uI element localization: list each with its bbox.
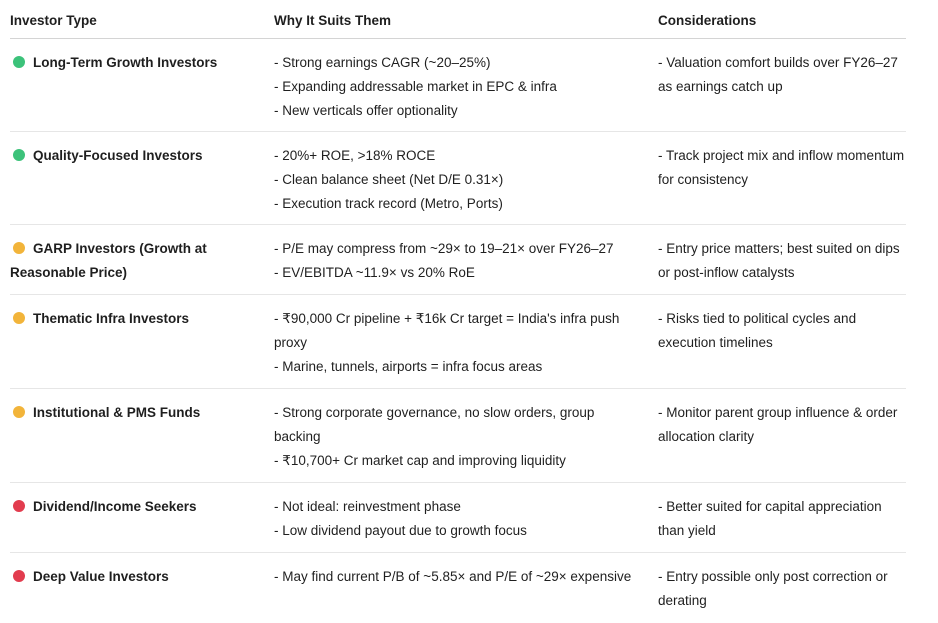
table-row <box>10 225 906 295</box>
table-row <box>10 389 906 483</box>
table-header <box>10 0 906 39</box>
why-bullet: - Expanding addressable market in EPC & infra <box>274 79 557 94</box>
status-dot-icon <box>13 570 25 582</box>
why-bullet: - 20%+ ROE, >18% ROCE <box>274 148 436 163</box>
considerations-cell: - Valuation comfort builds over FY26–27 as earnings catch up <box>658 55 898 94</box>
investor-type-label: Deep Value Investors <box>33 569 169 584</box>
why-bullet: - Strong earnings CAGR (~20–25%) <box>274 55 491 70</box>
considerations-cell: - Monitor parent group influence & order allocation clarity <box>658 405 898 444</box>
why-cell <box>274 237 644 285</box>
status-dot-icon <box>13 56 25 68</box>
investor-type-label: Institutional & PMS Funds <box>33 405 201 420</box>
status-dot-icon <box>13 406 25 418</box>
table-row <box>10 132 906 225</box>
table-row <box>10 483 906 553</box>
investor-type-cell <box>10 307 260 331</box>
why-cell <box>274 51 644 123</box>
why-cell <box>274 401 644 473</box>
header-considerations: Considerations <box>658 13 757 28</box>
status-dot-icon <box>13 242 25 254</box>
why-bullet: - Clean balance sheet (Net D/E 0.31×) <box>274 172 504 187</box>
status-dot-icon <box>13 500 25 512</box>
why-bullet: - ₹10,700+ Cr market cap and improving liquidity <box>274 453 566 468</box>
considerations-cell: - Risks tied to political cycles and execution timelines <box>658 311 857 350</box>
header-why: Why It Suits Them <box>274 13 392 28</box>
why-bullet: - ₹90,000 Cr pipeline + ₹16k Cr target = India's infra push proxy <box>274 311 620 350</box>
why-bullet: - New verticals offer optionality <box>274 103 458 118</box>
investor-type-cell <box>10 51 260 75</box>
investor-type-label: Dividend/Income Seekers <box>33 499 197 514</box>
why-bullet: - Low dividend payout due to growth focus <box>274 523 527 538</box>
table-row <box>10 553 906 623</box>
investor-type-label: Thematic Infra Investors <box>33 311 190 326</box>
why-cell <box>274 144 644 216</box>
header-investor-type: Investor Type <box>10 13 97 28</box>
why-bullet: - EV/EBITDA ~11.9× vs 20% RoE <box>274 265 475 280</box>
why-cell <box>274 565 644 589</box>
investor-type-label: Long-Term Growth Investors <box>33 55 218 70</box>
investor-type-cell <box>10 495 260 519</box>
status-dot-icon <box>13 312 25 324</box>
why-bullet: - Not ideal: reinvestment phase <box>274 499 461 514</box>
investor-type-label: GARP Investors (Growth at Reasonable Price) <box>10 241 207 280</box>
why-bullet: - P/E may compress from ~29× to 19–21× over FY26–27 <box>274 241 614 256</box>
considerations-cell: - Entry possible only post correction or derating <box>658 569 888 608</box>
investor-type-label: Quality-Focused Investors <box>33 148 203 163</box>
investor-table <box>10 0 906 623</box>
why-bullet: - Execution track record (Metro, Ports) <box>274 196 503 211</box>
status-dot-icon <box>13 149 25 161</box>
table-row <box>10 39 906 132</box>
why-bullet: - Marine, tunnels, airports = infra focus areas <box>274 359 543 374</box>
why-bullet: - May find current P/B of ~5.85× and P/E of ~29× expensive <box>274 569 632 584</box>
why-cell <box>274 495 644 543</box>
table-row <box>10 295 906 389</box>
considerations-cell: - Better suited for capital appreciation than yield <box>658 499 882 538</box>
investor-type-cell <box>10 565 260 589</box>
considerations-cell: - Track project mix and inflow momentum for consistency <box>658 148 905 187</box>
considerations-cell: - Entry price matters; best suited on dips or post-inflow catalysts <box>658 241 900 280</box>
investor-type-cell <box>10 237 260 285</box>
investor-type-cell <box>10 144 260 168</box>
investor-type-cell <box>10 401 260 425</box>
why-bullet: - Strong corporate governance, no slow orders, group backing <box>274 405 595 444</box>
why-cell <box>274 307 644 379</box>
